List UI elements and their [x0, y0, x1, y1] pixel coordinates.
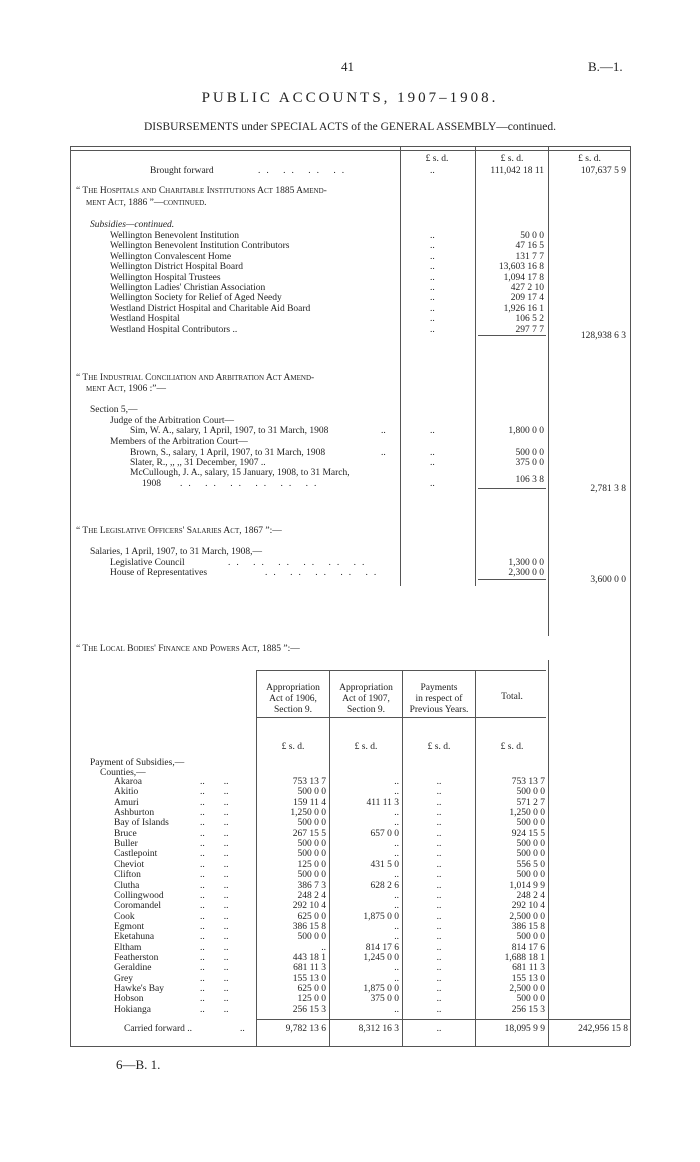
amount-1906: 681 11 3 — [293, 963, 326, 974]
leader-dots: .. .. — [200, 901, 229, 912]
table-top-rule-2 — [70, 150, 630, 151]
leader-dots: .. — [430, 479, 435, 489]
amount-1907: 657 0 0 — [370, 828, 399, 839]
leader-dots: .. .. — [200, 828, 229, 839]
judge-amount: 1,800 0 0 — [508, 426, 544, 436]
document-reference: B.—1. — [588, 59, 623, 74]
legislative-total: 3,600 0 0 — [590, 575, 626, 585]
leader-dots: .. .. — [200, 952, 229, 963]
brown-line: Brown, S., salary, 1 April, 1907, to 31 March, 1908 — [130, 448, 326, 458]
subtotal-rule — [478, 335, 546, 336]
leader-dots: .. — [430, 231, 435, 241]
amount-1906: 386 7 3 — [297, 880, 326, 891]
amount-previous: .. — [436, 828, 442, 839]
unit-total: £ s. d. — [500, 742, 524, 752]
list-item — [0, 252, 700, 263]
amount-total: 2,500 0 0 — [509, 911, 545, 922]
amount-1907: .. — [394, 839, 399, 850]
table-row — [0, 849, 700, 860]
amount-1907: .. — [394, 890, 399, 901]
inner-table-top — [256, 670, 546, 671]
amount-1906: 1,250 0 0 — [290, 808, 326, 819]
brought-forward-label: Brought forward — [150, 166, 214, 176]
leader-dots: .. .. — [200, 818, 229, 829]
amount-1907: 431 5 0 — [370, 859, 399, 870]
amount-1907: .. — [394, 870, 399, 881]
payment-head: Payment of Subsidies,— — [90, 758, 185, 768]
table-row — [0, 901, 700, 912]
table-row — [0, 891, 700, 902]
leader-dots: .. — [430, 241, 435, 252]
amount-previous: .. — [436, 963, 442, 974]
leader-dots: .. .. — [200, 839, 229, 850]
counties-head: Counties,— — [100, 768, 146, 778]
amount-previous: .. — [436, 952, 442, 963]
hospitals-heading: “ The Hospitals and Charitable Institutions Act 1885 Amend- — [76, 186, 327, 196]
county-name: Egmont — [114, 921, 145, 932]
amount-total: 1,014 9 9 — [509, 880, 545, 891]
table-row — [0, 994, 700, 1005]
county-name: Bay of Islands — [114, 818, 169, 829]
item-amount: 13,603 16 8 — [498, 262, 544, 273]
judge-line: Sim, W. A., salary, 1 April, 1907, to 31 March, 1908 — [130, 426, 329, 436]
leader-dots: .. .. — [200, 787, 229, 798]
item-amount: 1,926 16 1 — [503, 303, 544, 314]
county-name: Castlepoint — [114, 849, 158, 860]
item-name: Wellington Benevolent Institution Contributors — [110, 241, 290, 252]
leader-dots: .. .. — [200, 932, 229, 943]
col1-unit: £ s. d. — [425, 154, 449, 164]
amount-previous: .. — [436, 984, 442, 994]
amount-1906: 125 0 0 — [297, 859, 326, 870]
county-name: Bruce — [114, 828, 137, 839]
leader-dots: .. .. — [200, 808, 229, 819]
col2-unit: £ s. d. — [500, 154, 524, 164]
leader-dots: .. — [430, 262, 435, 273]
table-row — [0, 1005, 700, 1016]
table-row — [0, 777, 700, 788]
local-bodies-heading: “ The Local Bodies' Finance and Powers Act, 1885 ”:— — [76, 644, 300, 654]
amount-previous: .. — [436, 911, 442, 922]
leader-dots: .. .. — [200, 963, 229, 974]
county-name: Hokianga — [114, 1004, 151, 1015]
county-name: Hobson — [114, 994, 144, 1005]
amount-total: 753 13 7 — [511, 777, 545, 787]
county-name: Cheviot — [114, 859, 145, 870]
amount-total: 924 15 5 — [511, 828, 545, 839]
amount-previous: .. — [436, 787, 442, 798]
amount-1907: .. — [394, 818, 399, 829]
item-name: Wellington District Hospital Board — [110, 262, 244, 273]
county-name: Clutha — [114, 880, 140, 891]
amount-1906: 500 0 0 — [297, 818, 326, 829]
leader-dots: .. — [430, 448, 435, 458]
leader-dots: .. .. — [200, 880, 229, 891]
amount-1906: 625 0 0 — [297, 984, 326, 994]
amount-previous: .. — [436, 859, 442, 870]
leader-dots: .. .. — [200, 859, 229, 870]
hospitals-heading-2: ment Act, 1886 ”—continued. — [86, 198, 207, 208]
amount-total: 500 0 0 — [516, 994, 545, 1005]
amount-1907: 1,875 0 0 — [363, 911, 399, 922]
amount-1907: 1,875 0 0 — [363, 984, 399, 994]
amount-previous: .. — [436, 839, 442, 850]
item-amount: 209 17 4 — [510, 293, 544, 304]
amount-total: 571 2 7 — [516, 797, 545, 808]
leader-dots: .. .. — [200, 973, 229, 984]
amount-previous: .. — [436, 994, 442, 1005]
amount-1907: 628 2 6 — [370, 880, 399, 891]
county-name: Coromandel — [114, 901, 161, 912]
council-amount: 1,300 0 0 — [508, 558, 544, 568]
table-row — [0, 963, 700, 974]
amount-total: 155 13 0 — [511, 973, 545, 984]
amount-1907: .. — [394, 932, 399, 943]
item-amount: 427 2 10 — [510, 283, 544, 293]
house-amount: 2,300 0 0 — [508, 568, 544, 578]
table-row — [0, 787, 700, 798]
amount-total: 500 0 0 — [516, 870, 545, 881]
carried-1906: 9,782 13 6 — [285, 1024, 326, 1034]
amount-1906: .. — [321, 942, 326, 953]
leader-dots: .. .. .. .. .. — [265, 568, 383, 578]
leader-dots: .. — [430, 251, 435, 262]
amount-total: 681 11 3 — [512, 963, 545, 974]
conciliation-heading-2: ment Act, 1906 :”— — [86, 384, 166, 394]
amount-1907: 814 17 6 — [365, 942, 399, 953]
item-name: Wellington Society for Relief of Aged Needy — [110, 293, 282, 304]
leader-dots: .. .. — [200, 1004, 229, 1015]
table-row — [0, 912, 700, 923]
table-bottom-rule — [70, 1046, 630, 1047]
county-name: Collingwood — [114, 890, 164, 901]
footer-signature: 6—B. 1. — [116, 1057, 161, 1072]
amount-1907: .. — [394, 849, 399, 860]
table-top-rule — [70, 146, 630, 147]
item-amount: 1,094 17 8 — [503, 272, 544, 283]
county-name: Featherston — [114, 952, 159, 963]
house-line: House of Representatives — [110, 568, 208, 578]
council-line: Legislative Council — [110, 558, 185, 568]
list-item — [0, 304, 700, 315]
item-amount: 297 7 7 — [515, 324, 544, 335]
section-label: Section 5,— — [90, 405, 138, 415]
unit-1907: £ s. d. — [354, 742, 378, 752]
amount-total: 500 0 0 — [516, 839, 545, 850]
table-row — [0, 943, 700, 954]
leader-dots: .. — [430, 458, 435, 468]
leader-dots: .. — [430, 303, 435, 314]
leader-dots: .. .. — [200, 911, 229, 922]
amount-total: 1,250 0 0 — [509, 808, 545, 819]
amount-total: 500 0 0 — [516, 932, 545, 943]
county-name: Grey — [114, 973, 133, 984]
table-row — [0, 932, 700, 943]
carried-total: 18,095 9 9 — [504, 1024, 545, 1034]
leader-dots: .. .. — [200, 849, 229, 860]
leader-dots: .. .. — [200, 984, 229, 994]
amount-1906: 753 13 7 — [292, 777, 326, 787]
table-row — [0, 808, 700, 819]
leader-dots: .. — [381, 448, 386, 458]
amount-previous: .. — [436, 901, 442, 912]
amount-1906: 155 13 0 — [292, 973, 326, 984]
legislative-heading: “ The Legislative Officers' Salaries Act, 1867 ”:— — [76, 526, 282, 536]
amount-1907: 411 11 3 — [366, 797, 399, 808]
amount-1906: 256 15 3 — [292, 1004, 326, 1015]
county-name: Hawke's Bay — [114, 984, 164, 994]
col-head-1907: Appropriation Act of 1907, Section 9. — [339, 683, 393, 715]
item-name: Westland Hospital — [110, 314, 180, 325]
amount-previous: .. — [436, 890, 442, 901]
county-name: Amuri — [114, 797, 139, 808]
col-head-total: Total. — [501, 692, 523, 702]
amount-total: 500 0 0 — [516, 787, 545, 798]
subsidies-head: Subsidies—continued. — [90, 220, 175, 230]
col-rule-2 — [475, 146, 476, 586]
mccullough-amount: 106 3 8 — [515, 475, 544, 485]
amount-1907: .. — [394, 921, 399, 932]
amount-1907: .. — [394, 963, 399, 974]
amount-1907: .. — [394, 787, 399, 798]
amount-1906: 267 15 5 — [292, 828, 326, 839]
unit-previous: £ s. d. — [427, 742, 451, 752]
amount-previous: .. — [436, 932, 442, 943]
subtotal-rule — [478, 579, 546, 580]
item-name: Wellington Benevolent Institution — [110, 231, 240, 241]
amount-previous: .. — [436, 849, 442, 860]
list-item — [0, 231, 700, 242]
amount-1906: 500 0 0 — [297, 839, 326, 850]
mccullough-line-2: 1908 — [142, 479, 161, 489]
page-title: PUBLIC ACCOUNTS, 1907–1908. — [201, 90, 499, 106]
amount-total: 500 0 0 — [516, 849, 545, 860]
amount-1907: .. — [394, 777, 399, 787]
amount-1907: 1,245 0 0 — [363, 952, 399, 963]
county-name: Akitio — [114, 787, 139, 798]
salaries-line: Salaries, 1 April, 1907, to 31 March, 1908,— — [90, 547, 263, 557]
amount-1907: .. — [394, 1004, 399, 1015]
amount-total: 500 0 0 — [516, 818, 545, 829]
col3-unit: £ s. d. — [578, 154, 601, 164]
hospitals-total: 128,938 6 3 — [580, 331, 626, 341]
amount-previous: .. — [436, 808, 442, 819]
page-subtitle: DISBURSEMENTS under SPECIAL ACTS of the GENERAL ASSEMBLY—continued. — [143, 121, 556, 133]
amount-previous: .. — [436, 1004, 442, 1015]
table-row — [0, 818, 700, 829]
item-amount: 50 0 0 — [520, 231, 544, 241]
brought-forward-col3: 107,637 5 9 — [580, 166, 626, 176]
amount-1907: .. — [394, 973, 399, 984]
item-amount: 47 16 5 — [515, 241, 544, 252]
subtotal-rule — [478, 488, 546, 489]
county-name: Eketahuna — [114, 932, 155, 943]
carried-grand-total: 242,956 15 8 — [578, 1024, 628, 1034]
amount-previous: .. — [436, 870, 442, 881]
table-row — [0, 870, 700, 881]
item-name: Westland District Hospital and Charitable Aid Board — [110, 303, 311, 314]
amount-1906: 443 18 1 — [292, 952, 326, 963]
slater-amount: 375 0 0 — [515, 458, 544, 468]
table-row — [0, 829, 700, 840]
amount-1906: 292 10 4 — [292, 901, 326, 912]
county-name: Cook — [114, 911, 135, 922]
carried-rule — [256, 1019, 630, 1020]
leader-dots: .. — [430, 166, 435, 176]
amount-total: 256 15 3 — [511, 1004, 545, 1015]
table-row — [0, 798, 700, 809]
amount-total: 386 15 8 — [511, 921, 545, 932]
leader-dots: .. .. — [200, 870, 229, 881]
leader-dots: .. .. — [200, 942, 229, 953]
table-row — [0, 860, 700, 871]
leader-dots: .. — [430, 426, 435, 436]
item-name: Wellington Ladies' Christian Association — [110, 283, 266, 293]
col-head-previous: Payments in respect of Previous Years. — [409, 683, 469, 715]
leader-dots: .. — [381, 426, 386, 436]
conciliation-heading: “ The Industrial Conciliation and Arbitration Act Amend- — [76, 373, 315, 383]
table-row — [0, 953, 700, 964]
county-name: Akaroa — [114, 777, 142, 787]
item-name: Wellington Hospital Trustees — [110, 272, 221, 283]
leader-dots: .. .. .. .. — [258, 166, 351, 176]
table-row — [0, 922, 700, 933]
amount-previous: .. — [436, 973, 442, 984]
carried-previous: .. — [436, 1024, 442, 1034]
amount-1906: 125 0 0 — [297, 994, 326, 1005]
list-item — [0, 241, 700, 252]
brown-amount: 500 0 0 — [515, 448, 544, 458]
leader-dots: .. .. — [200, 994, 229, 1005]
county-name: Clifton — [114, 870, 141, 881]
amount-1906: 248 2 4 — [297, 890, 326, 901]
item-amount: 131 7 7 — [515, 251, 544, 262]
unit-1906: £ s. d. — [281, 742, 305, 752]
leader-dots: .. — [430, 293, 435, 304]
item-name: Westland Hospital Contributors .. — [110, 324, 238, 335]
amount-previous: .. — [436, 942, 442, 953]
amount-1906: 500 0 0 — [297, 870, 326, 881]
amount-1906: 500 0 0 — [297, 932, 326, 943]
county-name: Buller — [114, 839, 138, 850]
carried-1907: 8,312 16 3 — [358, 1024, 399, 1034]
amount-1906: 159 11 4 — [293, 797, 326, 808]
list-item — [0, 262, 700, 273]
col-rule-3 — [548, 146, 549, 636]
table-row — [0, 881, 700, 892]
brought-forward-col2: 111,042 18 11 — [490, 166, 544, 176]
amount-total: 2,500 0 0 — [509, 984, 545, 994]
county-name: Ashburton — [114, 808, 155, 819]
item-amount: 106 5 2 — [515, 314, 544, 325]
leader-dots: .. — [430, 283, 435, 293]
amount-1907: .. — [394, 901, 399, 912]
inner-table-head-rule — [256, 717, 546, 718]
county-name: Geraldine — [114, 963, 152, 974]
amount-total: 814 17 6 — [511, 942, 545, 953]
table-row — [0, 974, 700, 985]
item-name: Wellington Convalescent Home — [110, 251, 232, 262]
page-number: 41 — [341, 59, 354, 74]
amount-total: 556 5 0 — [516, 859, 545, 870]
leader-dots: .. .. .. .. .. .. — [228, 558, 371, 568]
amount-total: 248 2 4 — [516, 890, 545, 901]
leader-dots: .. — [430, 314, 435, 325]
amount-1906: 500 0 0 — [297, 787, 326, 798]
conciliation-total: 2,781 3 8 — [590, 484, 626, 494]
carried-forward-label: Carried forward .. — [124, 1024, 193, 1034]
amount-1907: .. — [394, 808, 399, 819]
county-name: Eltham — [114, 942, 142, 953]
mccullough-line: McCullough, J. A., salary, 15 January, 1908, to 31 March, — [130, 468, 350, 478]
col-head-1906: Appropriation Act of 1906, Section 9. — [266, 683, 320, 715]
amount-previous: .. — [436, 818, 442, 829]
leader-dots: .. — [430, 272, 435, 283]
amount-1906: 386 15 8 — [292, 921, 326, 932]
leader-dots: .. — [240, 1024, 245, 1034]
amount-previous: .. — [436, 797, 442, 808]
amount-1907: 375 0 0 — [370, 994, 399, 1005]
amount-previous: .. — [436, 880, 442, 891]
members-head: Members of the Arbitration Court— — [110, 437, 248, 447]
col-rule-1 — [400, 146, 401, 586]
table-row — [0, 839, 700, 850]
leader-dots: .. .. — [200, 890, 229, 901]
list-item — [0, 314, 700, 325]
amount-previous: .. — [436, 921, 442, 932]
leader-dots: .. — [430, 324, 435, 335]
list-item — [0, 273, 700, 284]
amount-1906: 500 0 0 — [297, 849, 326, 860]
amount-previous: .. — [436, 777, 442, 787]
leader-dots: .. .. — [200, 797, 229, 808]
leader-dots: .. .. — [200, 921, 229, 932]
amount-total: 1,688 18 1 — [504, 952, 545, 963]
amount-total: 292 10 4 — [511, 901, 545, 912]
leader-dots: .. .. .. .. .. .. — [180, 479, 323, 489]
table-row — [0, 984, 700, 995]
list-item — [0, 293, 700, 304]
leader-dots: .. .. — [200, 777, 229, 787]
list-item — [0, 283, 700, 294]
judge-head: Judge of the Arbitration Court— — [110, 416, 235, 426]
slater-line: Slater, R., ,, ,, 31 December, 1907 .. — [130, 458, 266, 468]
amount-1906: 625 0 0 — [297, 911, 326, 922]
